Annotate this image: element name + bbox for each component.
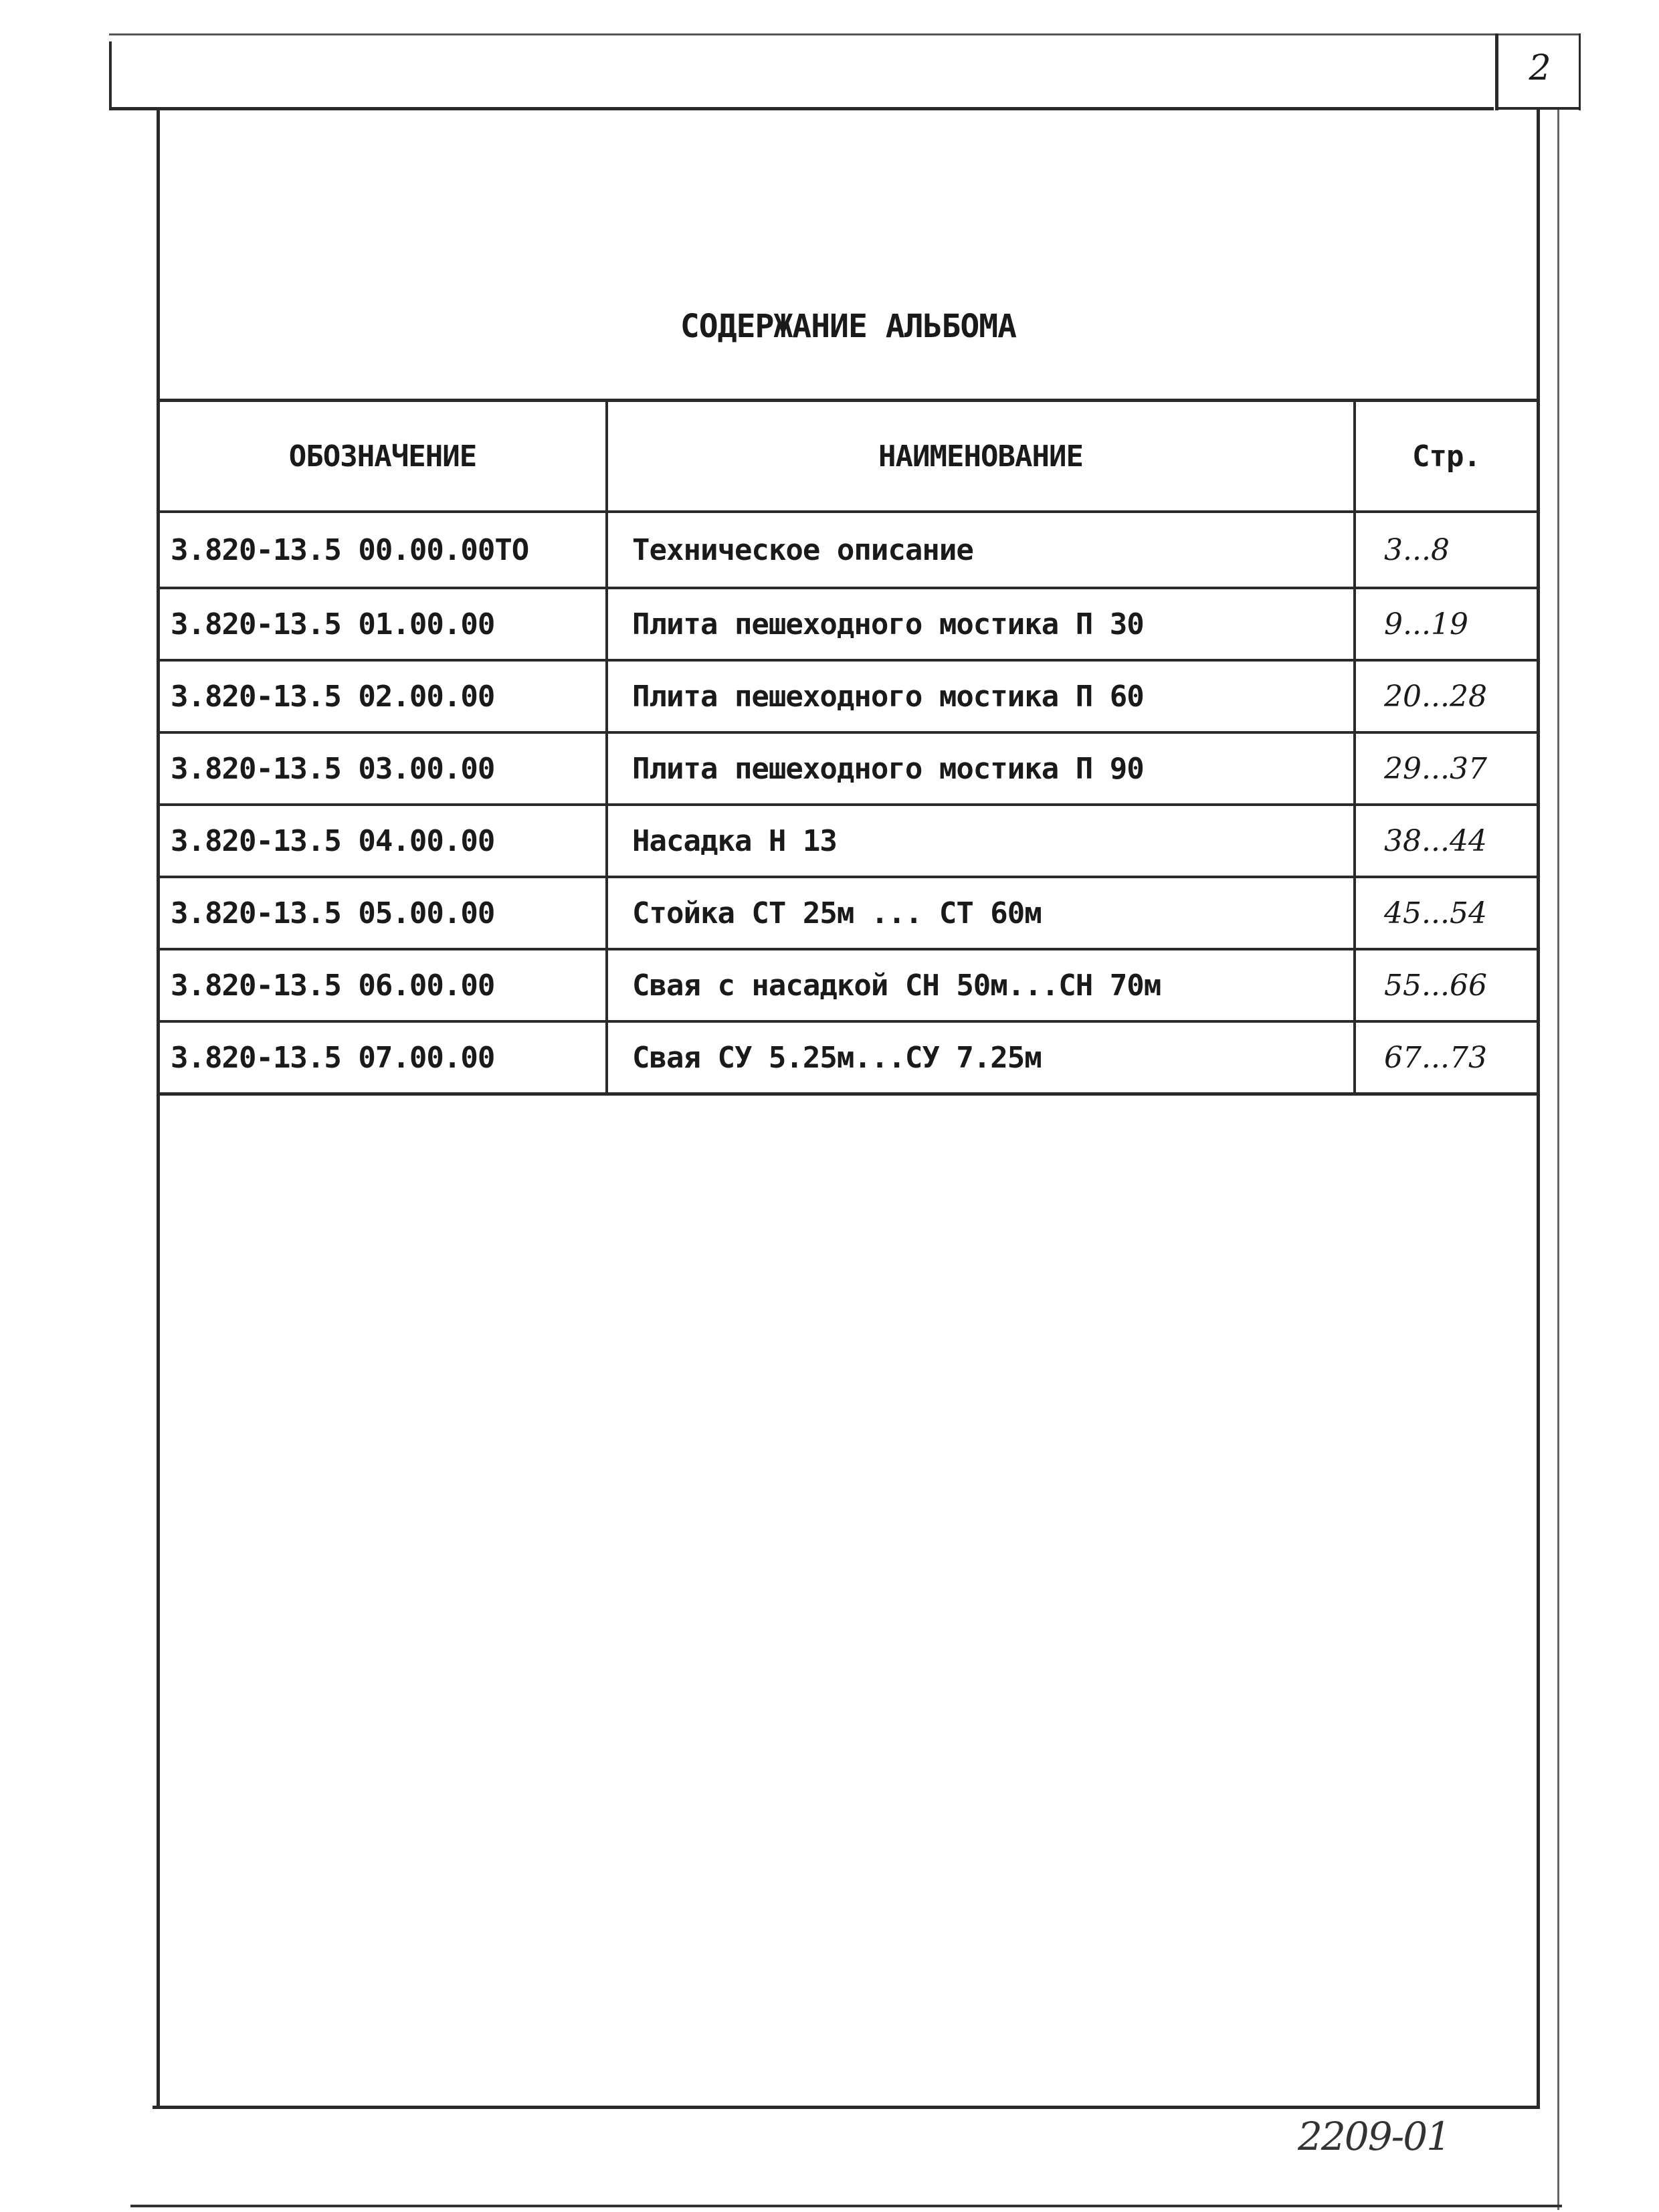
row-code: 3.820-13.5 05.00.00 bbox=[160, 877, 607, 949]
row-pages: 55...66 bbox=[1355, 949, 1537, 1021]
row-code: 3.820-13.5 01.00.00 bbox=[160, 588, 607, 660]
row-name: Плита пешеходного мостика П 60 bbox=[607, 660, 1355, 732]
album-title: СОДЕРЖАНИЕ АЛЬБОМА bbox=[680, 308, 1017, 345]
row-pages: 29...37 bbox=[1355, 732, 1537, 805]
table-row bbox=[160, 660, 1537, 732]
row-code: 3.820-13.5 00.00.00ТО bbox=[160, 512, 607, 588]
row-name: Техническое описание bbox=[607, 512, 1355, 588]
table-header-row bbox=[160, 401, 1537, 512]
frame-right-border bbox=[1537, 107, 1540, 2108]
row-name: Свая СУ 5.25м...СУ 7.25м bbox=[607, 1021, 1355, 1094]
row-name: Плита пешеходного мостика П 90 bbox=[607, 732, 1355, 805]
row-code: 3.820-13.5 02.00.00 bbox=[160, 660, 607, 732]
top-border-line bbox=[109, 33, 1581, 35]
page-number-box-left bbox=[1495, 33, 1498, 110]
table-row bbox=[160, 512, 1537, 588]
row-code: 3.820-13.5 06.00.00 bbox=[160, 949, 607, 1021]
row-name: Плита пешеходного мостика П 30 bbox=[607, 588, 1355, 660]
page-number-box-right bbox=[1579, 33, 1581, 110]
top-frame-left-edge bbox=[109, 41, 112, 108]
table-row bbox=[160, 949, 1537, 1021]
row-name: Стойка СТ 25м ... СТ 60м bbox=[607, 877, 1355, 949]
top-frame-line bbox=[109, 107, 1494, 110]
contents-table bbox=[160, 399, 1537, 1096]
outer-right-margin-line bbox=[1557, 110, 1559, 2210]
header-name: НАИМЕНОВАНИЕ bbox=[607, 401, 1355, 512]
archive-number: 2209-01 bbox=[1298, 2114, 1450, 2159]
page-number: 2 bbox=[1529, 48, 1551, 88]
row-pages: 3...8 bbox=[1355, 512, 1537, 588]
row-name: Свая с насадкой СН 50м...СН 70м bbox=[607, 949, 1355, 1021]
row-pages: 45...54 bbox=[1355, 877, 1537, 949]
row-name: Насадка Н 13 bbox=[607, 805, 1355, 877]
table-row bbox=[160, 805, 1537, 877]
row-pages: 67...73 bbox=[1355, 1021, 1537, 1094]
table-row bbox=[160, 732, 1537, 805]
header-pages: Стр. bbox=[1355, 401, 1537, 512]
header-code: ОБОЗНАЧЕНИЕ bbox=[160, 401, 607, 512]
outer-bottom-margin-line bbox=[130, 2205, 1562, 2207]
row-pages: 38...44 bbox=[1355, 805, 1537, 877]
row-code: 3.820-13.5 03.00.00 bbox=[160, 732, 607, 805]
table-row bbox=[160, 1021, 1537, 1094]
row-code: 3.820-13.5 07.00.00 bbox=[160, 1021, 607, 1094]
row-pages: 9...19 bbox=[1355, 588, 1537, 660]
frame-bottom-border bbox=[153, 2106, 1540, 2109]
table-row bbox=[160, 588, 1537, 660]
row-pages: 20...28 bbox=[1355, 660, 1537, 732]
row-code: 3.820-13.5 04.00.00 bbox=[160, 805, 607, 877]
table-row bbox=[160, 877, 1537, 949]
